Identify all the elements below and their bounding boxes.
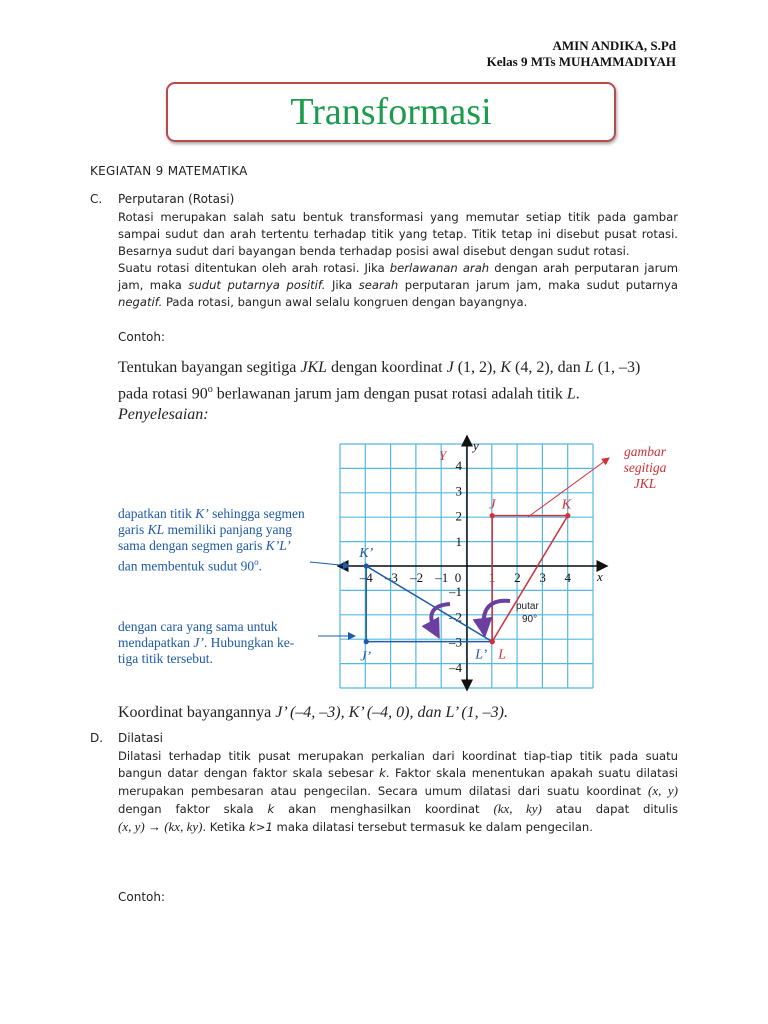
x-tick-label: 3 [539,570,546,585]
point-j [490,513,495,518]
x-tick-label: –2 [410,570,424,585]
y-tick-label: –3 [449,634,462,650]
body-line: negatif. Pada rotasi, bangun awal selalu kongruen dengan bayangnya. [118,295,528,309]
section-c-letter: C. [90,192,103,206]
y-tick-label: 4 [455,458,462,474]
label-k-prime: K’ [359,546,374,561]
triangle-jkl-image [366,566,492,642]
point-image [490,639,495,644]
y-tick-label: –1 [449,584,462,600]
label-l: L [498,647,506,663]
y-tick-label: 1 [455,533,462,549]
contoh-label-d: Contoh: [118,890,166,904]
y-axis-label: y [473,438,479,453]
x-tick-label: 2 [514,570,521,585]
y-tick-label: –2 [449,609,462,625]
body-line: bangun datar dengan faktor skala sebesar k. Faktor skala menentukan apakah suatu dilatasi [118,766,678,780]
point-k [565,513,570,518]
y-tick-label: 3 [455,483,462,499]
rotation-label-2: 90° [522,614,538,625]
body-line: Dilatasi terhadap titik pusat merupakan perkalian dari koordinat tiap-tiap titik pada suatu [118,749,678,763]
body-line: Rotasi merupakan salah satu bentuk transformasi yang memutar setiap titik pada gambar [118,210,678,224]
point-image [364,563,369,568]
y-axis-letter: Y [439,448,447,464]
result-coordinates: Koordinat bayangannya J’ (–4, –3), K’ (–4, 0), dan L’ (1, –3). [118,704,508,721]
section-c-heading: Perputaran (Rotasi) [118,192,235,206]
contoh-label-c: Contoh: [118,330,166,344]
x-axis-label: x [597,569,603,584]
annotation-j-prime: dengan cara yang sama untuk mendapatkan J’. Hubungkan ke- tiga titik tersebut. [118,619,295,666]
y-tick-label: 2 [455,508,462,524]
k-prime-pointer [310,562,350,566]
activity-label: KEGIATAN 9 MATEMATIKA [90,164,248,178]
page-title: Transformasi [290,91,492,133]
label-k: K [561,497,572,513]
body-line: merupakan pembesaran atau pengecilan. Secara umum dilatasi dari suatu koordinat (x, y) [118,783,679,798]
x-tick-label: –1 [435,570,449,585]
x-tick-label: –4 [359,570,373,585]
x-tick-label: 4 [564,570,572,585]
section-d-body [118,748,678,836]
x-tick-label: –3 [384,570,398,585]
body-line: Besarnya sudut dari bayangan benda terhadap posisi awal disebut dengan sudut rotasi. [118,244,630,258]
class-name: Kelas 9 MTs MUHAMMADIYAH [486,54,676,69]
label-j: J [489,497,496,513]
point-image [364,639,369,644]
rotation-label-1: putar [516,601,539,612]
body-line: (x, y) → (kx, ky). Ketika k>1 maka dilatasi tersebut termasuk ke dalam pengecilan. [118,819,593,834]
red-note: gambar segitiga JKL [623,444,667,491]
example-problem: Tentukan bayangan segitiga JKL dengan koordinat J (1, 2), K (4, 2), dan L (1, –3) pada rotasi 90$^o$ berlawanan jarum jam dengan pusat rotasi adalah titik L. [118,359,641,403]
author-name: AMIN ANDIKA, S.Pd [552,38,676,53]
label-l-prime: L’ [475,647,488,663]
body-line: sampai sudut dan arah tertentu terhadap titik yang tetap. Titik tetap ini disebut pusat rotasi. [118,227,678,241]
annotation-k-prime: dapatkan titik K’ sehingga segmen garis KL memiliki panjang yang sama dengan segmen garis K’L’ dan membentuk sudut 90$^o$. [118,506,305,574]
body-line: dengan faktor skala k akan menghasilkan koordinat (kx, ky) atau dapat ditulis [118,801,678,816]
x-tick-label: 1 [488,570,496,585]
solution-label: Penyelesaian: [118,406,209,423]
body-line: Suatu rotasi ditentukan oleh arah rotasi. Jika berlawanan arah dengan arah perputaran jarum [118,261,678,275]
y-tick-label: –4 [449,659,462,675]
x-tick-label: 0 [454,570,462,585]
section-d-heading: Dilatasi [118,731,163,745]
section-d-letter: D. [90,731,104,745]
body-line: jam, maka sudut putarnya positif. Jika searah perputaran jarum jam, maka sudut putarnya [118,278,678,292]
label-j-prime: J’ [360,649,372,665]
